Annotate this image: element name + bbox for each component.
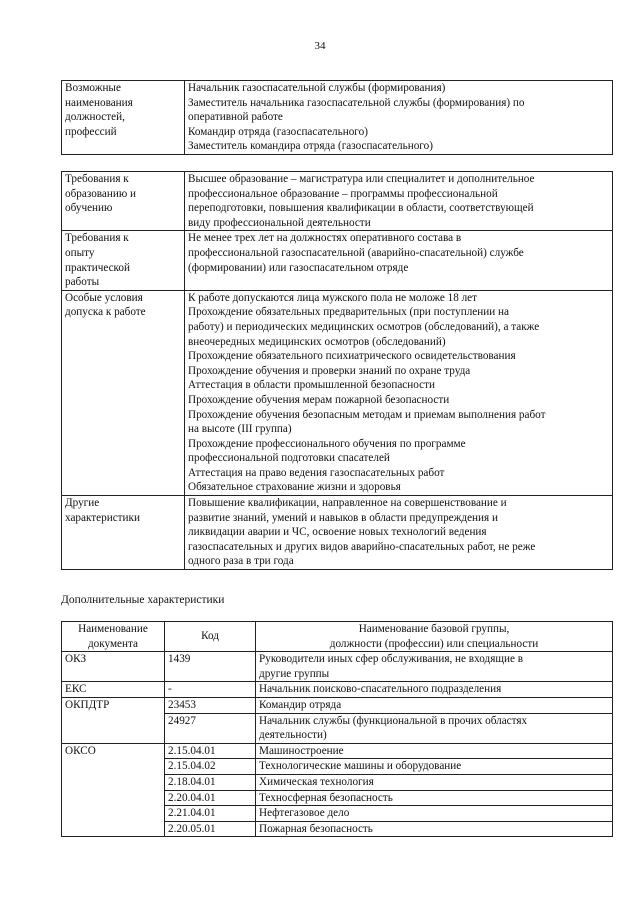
page-number: 34 xyxy=(314,40,326,52)
table-row: ОКПДТР 23453 Командир отряда xyxy=(62,697,613,713)
table-row: 2.20.04.01 Техносферная безопасность xyxy=(62,790,613,806)
positions-label: Возможные наименования должностей, профессий xyxy=(62,81,185,155)
requirements-table xyxy=(61,171,613,570)
table-row: 2.20.05.01 Пожарная безопасность xyxy=(62,821,613,837)
positions-table xyxy=(61,80,613,155)
table-row: Особые условия допуска к работе К работе допускаются лица мужского пола не моложе 18 лет Прохождение обязательных предварительных (при поступлении на работу) и периодических медицинских осмотров (обследований), а также внеочередных медицинских осмотров (обследований) Прохождение обязательного психиатрического освидетельствования Прохождение обучения и проверки знаний по охране труда Аттестация в области промышленной безопасности Прохождение обучения мерам пожарной безопасности Прохождение обучения безопасным методам и приемам выполнения работ на высоте (III группа) Прохождение профессионального обучения по программе профессиональной подготовки спасателей Аттестация на право ведения газоспасательных работ Обязательное страхование жизни и здоровья xyxy=(62,290,613,495)
classifiers-table xyxy=(61,621,613,837)
table-row: Требования к образованию и обучению Высшее образование – магистратура или специалитет и дополнительное профессиональное образование – программы профессиональной переподготовки, повышения квалификации в области, соответствующей виду профессиональной деятельности xyxy=(62,172,613,231)
table-row: Требования к опыту практической работы Не менее трех лет на должностях оперативного состава в профессиональной газоспасательной (аварийно-спасательной) службе (формировании) или газоспасательном отряде xyxy=(62,231,613,290)
table-row: 2.21.04.01 Нефтегазовое дело xyxy=(62,806,613,822)
table-row: ОКСО 2.15.04.01 Машиностроение xyxy=(62,743,613,759)
table-row: 2.18.04.01 Химическая технология xyxy=(62,774,613,790)
table-row: Другие характеристики Повышение квалификации, направленное на совершенствование и развитие знаний, умений и навыков в области предупреждения и ликвидации аварии и ЧС, освоение новых технологий ведения газоспасательных и других видов аварийно-спасательных работ, не реже одного раза в три года xyxy=(62,496,613,570)
table-row: ОКЗ 1439 Руководители иных сфер обслуживания, не входящие в другие группы xyxy=(62,652,613,682)
section-subtitle: Дополнительные характеристики xyxy=(61,594,225,606)
positions-list: Начальник газоспасательной службы (формирования) Заместитель начальника газоспасательной службы (формирования) по оперативной работе Командир отряда (газоспасательного) Заместитель командира отряда (газоспасательного) xyxy=(185,81,613,155)
table-row: 2.15.04.02 Технологические машины и оборудование xyxy=(62,759,613,775)
table-row: 24927 Начальник службы (функциональной в прочих областях деятельности) xyxy=(62,713,613,743)
table-header-row: Наименование документа Код Наименование базовой группы, должности (профессии) или специальности xyxy=(62,622,613,652)
table-row: ЕКС - Начальник поисково-спасательного подразделения xyxy=(62,682,613,698)
